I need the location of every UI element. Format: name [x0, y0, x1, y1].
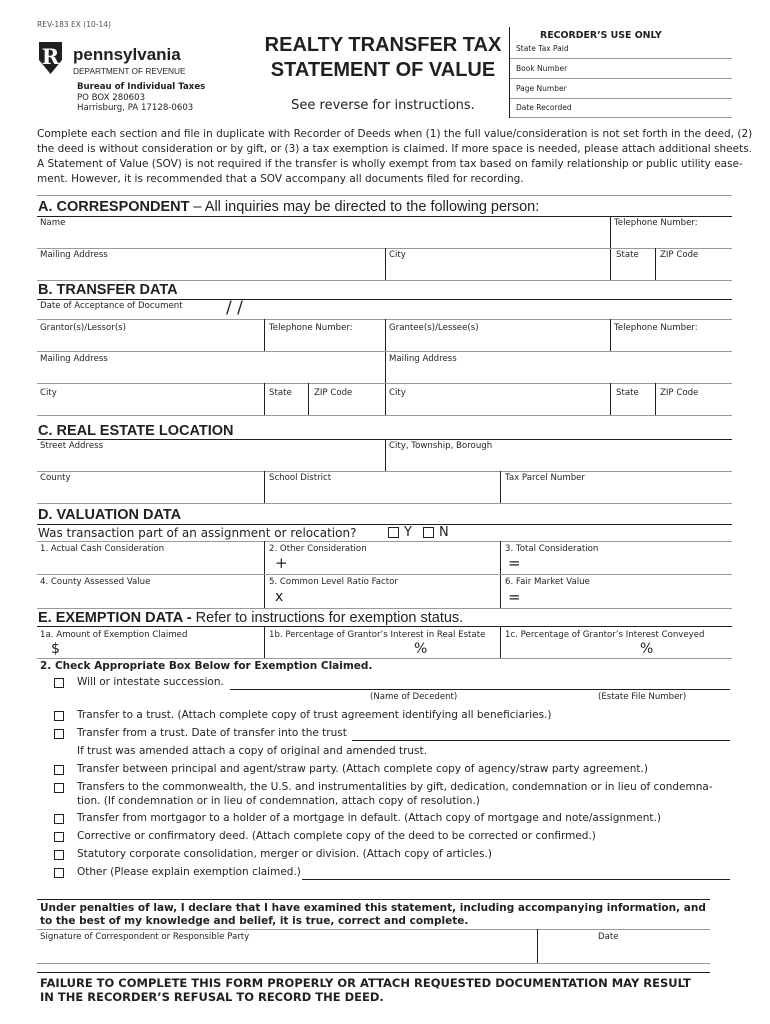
plus-sign: +: [275, 554, 288, 572]
commonwealth-checkbox[interactable]: [54, 783, 64, 793]
relocation-no-checkbox[interactable]: [423, 527, 434, 538]
date-acceptance-field[interactable]: [210, 300, 290, 318]
declaration-line2: to the best of my knowledge and belief, it is true, correct and complete.: [40, 915, 469, 927]
equals-sign: =: [508, 588, 521, 606]
correspondent-telephone-field[interactable]: [614, 228, 729, 246]
correspondent-state-field[interactable]: [614, 261, 652, 277]
county-assessed-field[interactable]: [40, 590, 260, 605]
grantee-zip-field[interactable]: [659, 399, 729, 413]
commonwealth-label-cont: tion. (If condemnation or in lieu of condemnation, attach copy of resolution.): [77, 795, 480, 807]
mortgagor-checkbox[interactable]: [54, 814, 64, 824]
decedent-name-field[interactable]: [232, 676, 562, 689]
school-district-label: School District: [269, 473, 332, 483]
section-b-heading: B. TRANSFER DATA: [38, 282, 178, 298]
actual-cash-label: 1. Actual Cash Consideration: [40, 544, 165, 554]
correspondent-state-label: State: [616, 250, 639, 260]
percent-sign: %: [414, 641, 428, 657]
correspondent-name-label: Name: [40, 218, 66, 228]
grantor-telephone-field[interactable]: [268, 334, 381, 349]
grantee-state-label: State: [616, 388, 639, 398]
county-label: County: [40, 473, 71, 483]
grantor-interest-real-estate-label: 1b. Percentage of Grantor’s Interest in Real Estate: [269, 630, 486, 640]
street-address-field[interactable]: [40, 453, 380, 468]
signature-label: Signature of Correspondent or Responsible Party: [40, 932, 250, 942]
county-assessed-label: 4. County Assessed Value: [40, 577, 151, 587]
city-township-field[interactable]: [389, 453, 729, 468]
svg-text:R: R: [41, 44, 60, 69]
section-a-heading: A. CORRESPONDENT – All inquiries may be directed to the following person:: [38, 199, 540, 215]
grantor-field[interactable]: [40, 334, 260, 349]
grantee-mailing-label: Mailing Address: [389, 354, 457, 364]
other-consideration-field[interactable]: [290, 556, 495, 571]
grantor-mailing-label: Mailing Address: [40, 354, 108, 364]
relocation-no-label: N: [439, 525, 449, 540]
estate-file-field[interactable]: [572, 676, 728, 689]
agent-straw-label: Transfer between principal and agent/straw party. (Attach complete copy of agency/straw party agreement.): [77, 763, 648, 775]
clr-factor-field[interactable]: [290, 590, 495, 605]
trust-from-checkbox[interactable]: [54, 729, 64, 739]
correspondent-telephone-label: Telephone Number:: [614, 218, 698, 228]
corrective-deed-checkbox[interactable]: [54, 832, 64, 842]
form-title-line1: REALTY TRANSFER TAX: [264, 34, 502, 56]
decedent-name-caption: (Name of Decedent): [370, 692, 458, 702]
other-exemption-checkbox[interactable]: [54, 868, 64, 878]
corrective-deed-label: Corrective or confirmatory deed. (Attach complete copy of the deed to be corrected or confirmed.): [77, 830, 596, 842]
will-label: Will or intestate succession.: [77, 676, 224, 688]
equals-sign: =: [508, 554, 521, 572]
grantor-interest-conveyed-field[interactable]: [504, 642, 634, 656]
grantor-city-label: City: [40, 388, 57, 398]
grantor-zip-label: ZIP Code: [314, 388, 353, 398]
correspondent-city-field[interactable]: [389, 261, 607, 277]
mortgagor-label: Transfer from mortgagor to a holder of a mortgage in default. (Attach copy of mortgage and note/assignment.): [77, 812, 661, 824]
grantee-mailing-field[interactable]: [389, 366, 729, 381]
po-box: PO BOX 280603: [77, 93, 146, 103]
grantor-interest-real-estate-field[interactable]: [268, 642, 408, 656]
estate-file-caption: (Estate File Number): [598, 692, 687, 702]
actual-cash-field[interactable]: [40, 556, 260, 571]
correspondent-zip-label: ZIP Code: [660, 250, 699, 260]
agency-name: pennsylvania: [73, 45, 181, 64]
corporate-merger-checkbox[interactable]: [54, 850, 64, 860]
grantor-zip-field[interactable]: [312, 399, 382, 413]
correspondent-mailing-field[interactable]: [40, 261, 380, 277]
signature-date-field[interactable]: [542, 944, 707, 960]
tax-parcel-label: Tax Parcel Number: [505, 473, 585, 483]
grantee-telephone-field[interactable]: [614, 334, 729, 349]
clr-factor-label: 5. Common Level Ratio Factor: [269, 577, 398, 587]
relocation-yes-checkbox[interactable]: [388, 527, 399, 538]
tax-parcel-field[interactable]: [504, 485, 729, 500]
correspondent-mailing-label: Mailing Address: [40, 250, 108, 260]
grantor-telephone-label: Telephone Number:: [269, 323, 353, 333]
grantee-city-field[interactable]: [389, 399, 607, 413]
correspondent-name-field[interactable]: [40, 228, 605, 246]
grantor-city-field[interactable]: [40, 399, 260, 413]
date-recorded-label: Date Recorded: [516, 103, 572, 112]
keystone-logo-icon: [37, 40, 64, 76]
signature-date-label: Date: [598, 932, 619, 942]
bureau-name: Bureau of Individual Taxes: [77, 82, 206, 92]
will-checkbox[interactable]: [54, 678, 64, 688]
times-sign: x: [275, 589, 284, 605]
other-exemption-label: Other (Please explain exemption claimed.): [77, 866, 301, 878]
county-field[interactable]: [40, 485, 260, 500]
relocation-question: Was transaction part of an assignment or relocation?: [38, 526, 357, 540]
intro-line: ment. However, it is recommended that a SOV accompany all documents filed for recording.: [37, 173, 524, 185]
city-township-label: City, Township, Borough: [389, 441, 493, 451]
grantee-telephone-label: Telephone Number:: [614, 323, 698, 333]
recorder-title: RECORDER’S USE ONLY: [540, 30, 662, 41]
signature-field[interactable]: [40, 944, 532, 960]
trust-from-label: Transfer from a trust. Date of transfer into the trust: [77, 727, 347, 739]
bureau-city: Harrisburg, PA 17128-0603: [77, 103, 194, 113]
form-title-line2: STATEMENT OF VALUE: [270, 59, 496, 81]
corporate-merger-label: Statutory corporate consolidation, merger or division. (Attach copy of articles.): [77, 848, 492, 860]
date-acceptance-slashes: / /: [226, 298, 243, 318]
section-e-heading: E. EXEMPTION DATA - Refer to instructions for exemption status.: [38, 610, 464, 626]
form-number: REV-183 EX (10-14): [37, 20, 111, 29]
fair-market-field[interactable]: [522, 590, 729, 605]
state-tax-paid-label: State Tax Paid: [516, 44, 569, 53]
grantee-label: Grantee(s)/Lessee(s): [389, 323, 479, 333]
other-consideration-label: 2. Other Consideration: [269, 544, 367, 554]
reverse-note: See reverse for instructions.: [291, 98, 475, 113]
intro-line: A Statement of Value (SOV) is not required if the transfer is wholly exempt from tax based on family relationship or public utility ease-: [37, 158, 743, 170]
failure-warning-line2: IN THE RECORDER’S REFUSAL TO RECORD THE DEED.: [40, 990, 384, 1004]
exemption-amount-field[interactable]: [64, 642, 260, 656]
total-consideration-label: 3. Total Consideration: [505, 544, 599, 554]
grantor-mailing-field[interactable]: [40, 366, 380, 381]
section-d-heading: D. VALUATION DATA: [38, 507, 182, 523]
grantee-city-label: City: [389, 388, 406, 398]
grantor-interest-conveyed-label: 1c. Percentage of Grantor’s Interest Conveyed: [505, 630, 705, 640]
other-exemption-field[interactable]: [304, 866, 728, 879]
grantor-state-label: State: [269, 388, 292, 398]
grantee-state-field[interactable]: [614, 399, 652, 413]
page-number-label: Page Number: [516, 84, 567, 93]
grantor-label: Grantor(s)/Lessor(s): [40, 323, 126, 333]
commonwealth-label: Transfers to the commonwealth, the U.S. and instrumentalities by gift, dedication, condemnation or in lieu of condemna-: [77, 781, 713, 793]
street-address-label: Street Address: [40, 441, 104, 451]
trust-to-checkbox[interactable]: [54, 711, 64, 721]
trust-date-field[interactable]: [354, 727, 728, 740]
section-c-heading: C. REAL ESTATE LOCATION: [38, 423, 234, 439]
grantor-state-field[interactable]: [268, 399, 306, 413]
exemption-amount-label: 1a. Amount of Exemption Claimed: [40, 630, 188, 640]
school-district-field[interactable]: [268, 485, 496, 500]
intro-line: the deed is without consideration or by gift, or (3) a tax exemption is claimed. If more space is needed, please attach additional sheets.: [37, 143, 753, 155]
percent-sign: %: [640, 641, 654, 657]
intro-line: Complete each section and file in duplicate with Recorder of Deeds when (1) the full value/consideration is not set forth in the deed, (2): [37, 128, 753, 140]
dollar-sign: $: [51, 641, 60, 657]
relocation-yes-label: Y: [404, 525, 412, 540]
total-consideration-field[interactable]: [522, 556, 729, 571]
date-acceptance-label: Date of Acceptance of Document: [40, 301, 183, 311]
trust-to-label: Transfer to a trust. (Attach complete copy of trust agreement identifying all beneficiaries.): [77, 709, 552, 721]
failure-warning-line1: FAILURE TO COMPLETE THIS FORM PROPERLY OR ATTACH REQUESTED DOCUMENTATION MAY RESULT: [40, 976, 691, 990]
trust-amended-note: If trust was amended attach a copy of original and amended trust.: [77, 745, 427, 757]
book-number-label: Book Number: [516, 64, 568, 73]
fair-market-label: 6. Fair Market Value: [505, 577, 590, 587]
exemption-check-heading: 2. Check Appropriate Box Below for Exemption Claimed.: [40, 660, 373, 672]
grantee-zip-label: ZIP Code: [660, 388, 699, 398]
declaration-line1: Under penalties of law, I declare that I have examined this statement, including accompanying information, and: [40, 902, 706, 914]
agent-straw-checkbox[interactable]: [54, 765, 64, 775]
correspondent-zip-field[interactable]: [659, 261, 729, 277]
correspondent-city-label: City: [389, 250, 406, 260]
agency-dept: DEPARTMENT OF REVENUE: [73, 66, 186, 76]
grantee-field[interactable]: [389, 334, 607, 349]
